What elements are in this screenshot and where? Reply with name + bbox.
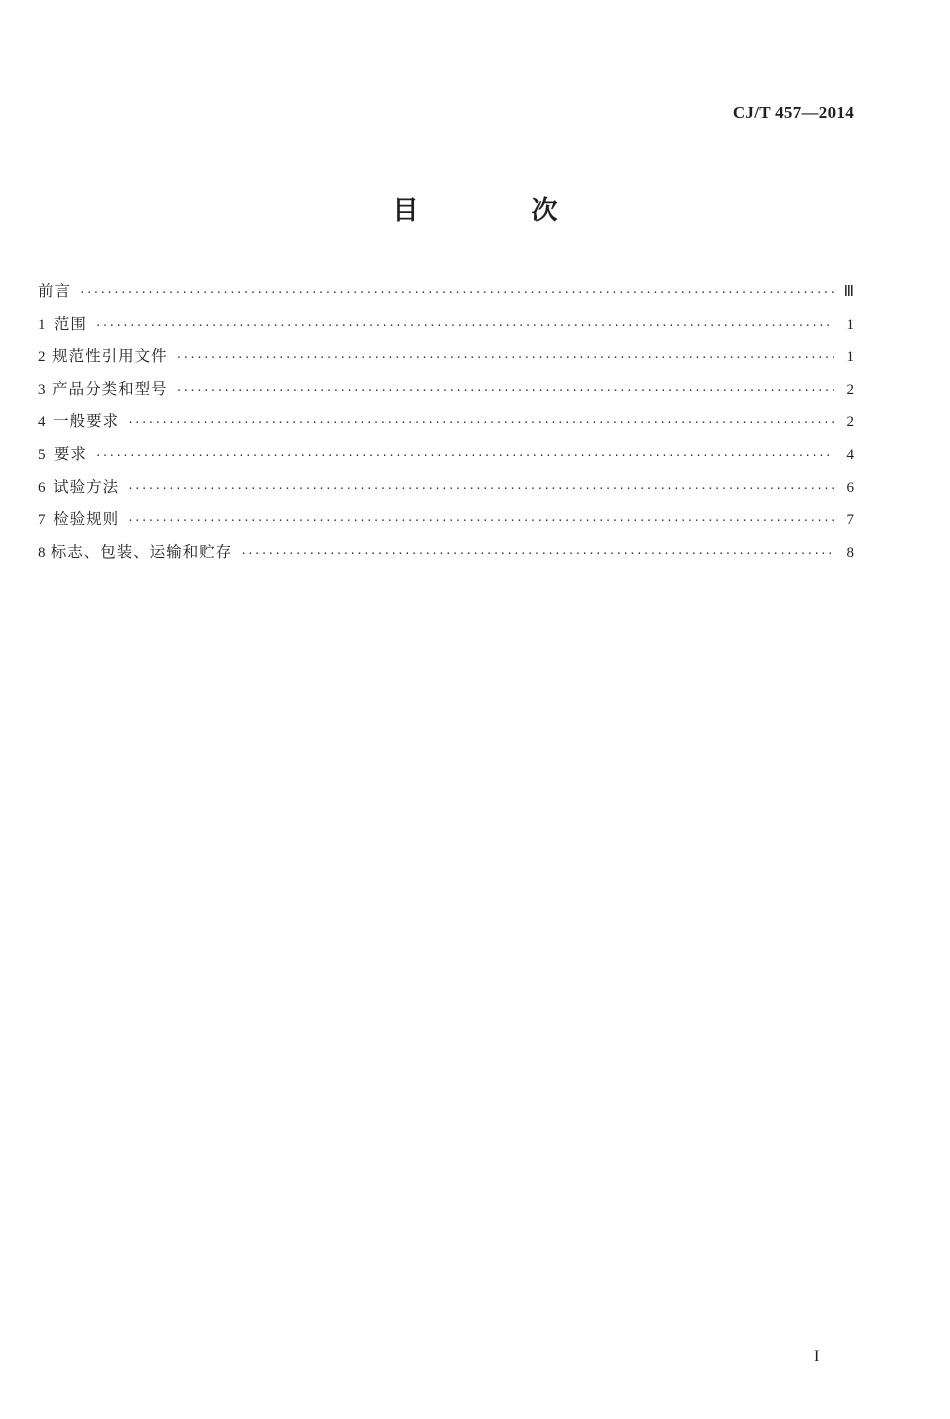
toc-entry-label: 前言 (38, 282, 72, 300)
toc-leader-dots (127, 514, 834, 527)
toc-entry-number: 5 (38, 446, 46, 463)
toc-entry-number: 1 (38, 316, 46, 333)
toc-entry-label: 标志、包装、运输和贮存 (50, 542, 233, 561)
toc-title: 目 次 (392, 196, 610, 226)
page-number: I (814, 1348, 820, 1365)
toc-entry-page: 1 (846, 349, 854, 366)
toc-leader-dots (176, 351, 834, 364)
toc-entry-label: 规范性引用文件 (52, 347, 168, 366)
toc-entry-label: 要求 (53, 444, 87, 463)
toc-entry-3[interactable] (38, 377, 854, 410)
toc-leader-dots (127, 416, 834, 429)
toc-leader-dots (79, 286, 834, 299)
toc-entry-page: 6 (846, 479, 854, 496)
toc-entry-8[interactable] (38, 540, 854, 573)
table-of-contents (38, 279, 854, 572)
toc-entry-label: 试验方法 (53, 477, 120, 496)
toc-entry-foreword[interactable] (38, 279, 854, 312)
toc-leader-dots (95, 449, 834, 462)
toc-leader-dots (240, 547, 834, 560)
toc-entry-page: Ⅲ (843, 284, 854, 300)
toc-entry-label: 一般要求 (53, 412, 120, 431)
toc-entry-4[interactable] (38, 409, 854, 442)
toc-leader-dots (176, 384, 834, 397)
toc-entry-label: 检验规则 (53, 510, 120, 529)
toc-entry-5[interactable] (38, 442, 854, 475)
toc-entry-number: 2 (38, 349, 46, 366)
toc-entry-page: 2 (846, 381, 854, 398)
toc-entry-2[interactable] (38, 344, 854, 377)
toc-entry-6[interactable] (38, 475, 854, 508)
toc-entry-number: 4 (38, 414, 46, 431)
toc-entry-number: 8 (38, 544, 46, 561)
toc-entry-page: 4 (846, 446, 854, 463)
standard-code: CJ/T 457—2014 (732, 103, 854, 122)
toc-entry-number: 7 (38, 512, 46, 529)
toc-entry-page: 2 (846, 414, 854, 431)
toc-leader-dots (95, 319, 834, 332)
toc-entry-7[interactable] (38, 507, 854, 540)
toc-entry-page: 8 (846, 544, 854, 561)
toc-entry-page: 7 (846, 512, 854, 529)
toc-entry-page: 1 (846, 316, 854, 333)
toc-entry-label: 产品分类和型号 (52, 379, 168, 398)
toc-entry-number: 6 (38, 479, 46, 496)
toc-entry-label: 范围 (53, 314, 87, 333)
toc-entry-1[interactable] (38, 312, 854, 345)
toc-leader-dots (127, 482, 834, 495)
toc-entry-number: 3 (38, 381, 46, 398)
